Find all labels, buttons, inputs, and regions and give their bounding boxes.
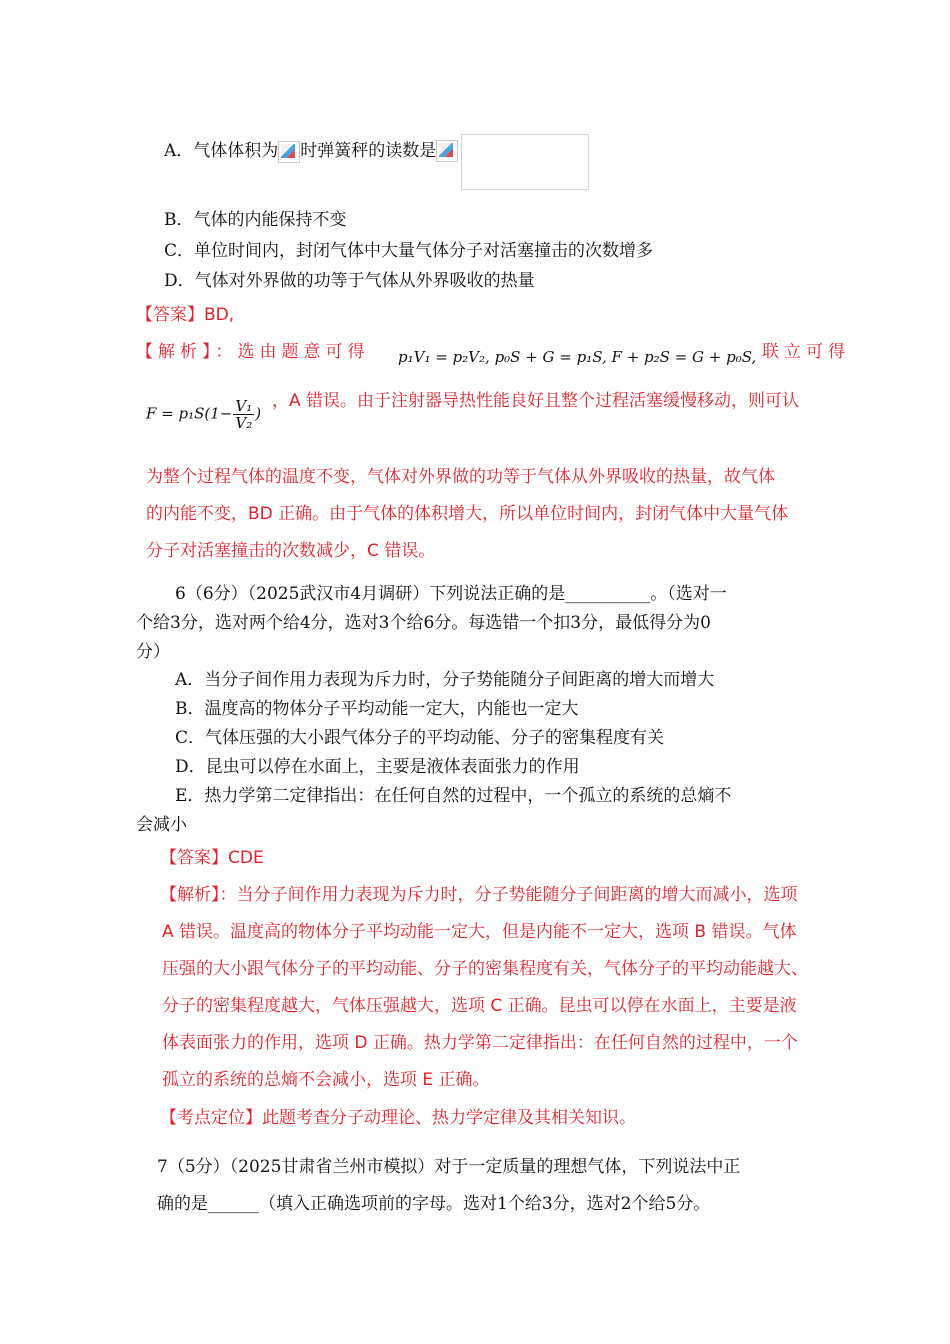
q6-stem-line2: 个给3分，选对两个给4分，选对3个给6分。每选错一个扣3分，最低得分为0 xyxy=(136,613,711,633)
q7-stem-line1: 7（5分）（2025甘肃省兰州市模拟）对于一定质量的理想气体，下列说法中正 xyxy=(157,1157,741,1177)
q5-analysis-line3: 为整个过程气体的温度不变，气体对外界做的功等于气体从外界吸收的热量，故气体 xyxy=(146,467,775,487)
q6-analysis-text1: ：当分子间作用力表现为斥力时，分子势能随分子间距离的增大而减小，选项 xyxy=(219,885,798,905)
broken-image-icon xyxy=(278,141,300,163)
q5-analysis-line1 xyxy=(136,341,370,363)
q5-analysis-line2: ，A 错误。由于注射器导热性能良好且整个过程活塞缓慢移动，则可认 xyxy=(272,391,800,411)
q5-formula-suffix: ) xyxy=(255,404,262,423)
q6-analysis-label: 【解析】 xyxy=(160,885,220,905)
q5-analysis-equation: p₁V₁ = p₂V₂, p₀S + G = p₁S, F + p₂S = G + p₀S, xyxy=(398,348,757,366)
q6-analysis-line2: A 错误。温度高的物体分子平均动能一定大，但是内能不一定大，选项 B 错误。气体 xyxy=(162,922,797,942)
q6-analysis-line5: 体表面张力的作用，选项 D 正确。热力学第二定律指出：在任何自然的过程中，一个 xyxy=(162,1033,798,1053)
q6-kaodian-label: 【考点定位】 xyxy=(160,1108,262,1128)
q6-stem-line3: 分） xyxy=(136,642,170,662)
broken-image-icon xyxy=(436,140,458,162)
q5-analysis-label: 【解析】 xyxy=(136,342,216,362)
q5-option-b: B．气体的内能保持不变 xyxy=(164,210,347,230)
q6-stem-line1: 6（6分）（2025武汉市4月调研）下列说法正确的是__________。（选对一 xyxy=(175,584,727,604)
q5-analysis-line5: 分子对活塞撞击的次数减少，C 错误。 xyxy=(146,541,436,561)
q5-formula-prefix: F = p₁S(1− xyxy=(146,404,233,423)
q7-stem-line2: 确的是______（填入正确选项前的字母。选对1个给3分，选对2个给5分。 xyxy=(157,1194,711,1214)
q6-analysis-line3: 压强的大小跟气体分子的平均动能、分子的密集程度有关，气体分子的平均动能越大、 xyxy=(162,959,808,979)
q6-analysis-line1 xyxy=(160,884,798,906)
q5-option-a xyxy=(164,140,458,163)
q6-option-c: C．气体压强的大小跟气体分子的平均动能、分子的密集程度有关 xyxy=(175,728,665,748)
q5-answer-value: BD, xyxy=(204,305,235,325)
q6-option-a: A．当分子间作用力表现为斥力时，分子势能随分子间距离的增大而增大 xyxy=(175,670,715,690)
q6-option-e-line2: 会减小 xyxy=(136,815,187,835)
q6-option-d: D．昆虫可以停在水面上，主要是液体表面张力的作用 xyxy=(175,757,580,777)
q6-analysis-line4: 分子的密集程度越大，气体压强越大，选项 C 正确。昆虫可以停在水面上，主要是液 xyxy=(162,996,797,1016)
q5-analysis-line4: 的内能不变，BD 正确。由于气体的体积增大，所以单位时间内，封闭气体中大量气体 xyxy=(146,504,789,524)
q5-option-d: D．气体对外界做的功等于气体从外界吸收的热量 xyxy=(164,271,535,291)
q5-answer xyxy=(136,304,234,326)
q5-analysis-lead: ：选由题意可得 xyxy=(215,342,370,362)
q6-option-e-line1: E．热力学第二定律指出：在任何自然的过程中，一个孤立的系统的总熵不 xyxy=(175,786,732,806)
q6-answer xyxy=(160,847,264,869)
q5-option-c: C．单位时间内，封闭气体中大量气体分子对活塞撞击的次数增多 xyxy=(164,241,654,261)
q5-answer-label: 【答案】 xyxy=(136,305,204,325)
q5-option-a-prefix: A．气体体积为 xyxy=(164,141,279,161)
q5-analysis-joint: 联立可得 xyxy=(762,342,850,362)
q6-option-b: B．温度高的物体分子平均动能一定大，内能也一定大 xyxy=(175,699,579,719)
q5-analysis-formula xyxy=(146,398,261,431)
q6-answer-label: 【答案】 xyxy=(160,848,228,868)
q6-kaodian-text: 此题考查分子动理论、热力学定律及其相关知识。 xyxy=(262,1108,636,1128)
q5-formula-num: V₁ xyxy=(235,397,253,415)
q5-formula-den: V₂ xyxy=(235,414,253,432)
q6-analysis-line6: 孤立的系统的总熵不会减小，选项 E 正确。 xyxy=(162,1070,490,1090)
q5-formula-fraction xyxy=(233,398,254,431)
q5-option-a-mid: 时弹簧秤的读数是 xyxy=(300,141,437,161)
image-placeholder-frame xyxy=(461,134,589,190)
q6-answer-value: CDE xyxy=(228,848,264,868)
q6-kaodian xyxy=(160,1107,636,1129)
